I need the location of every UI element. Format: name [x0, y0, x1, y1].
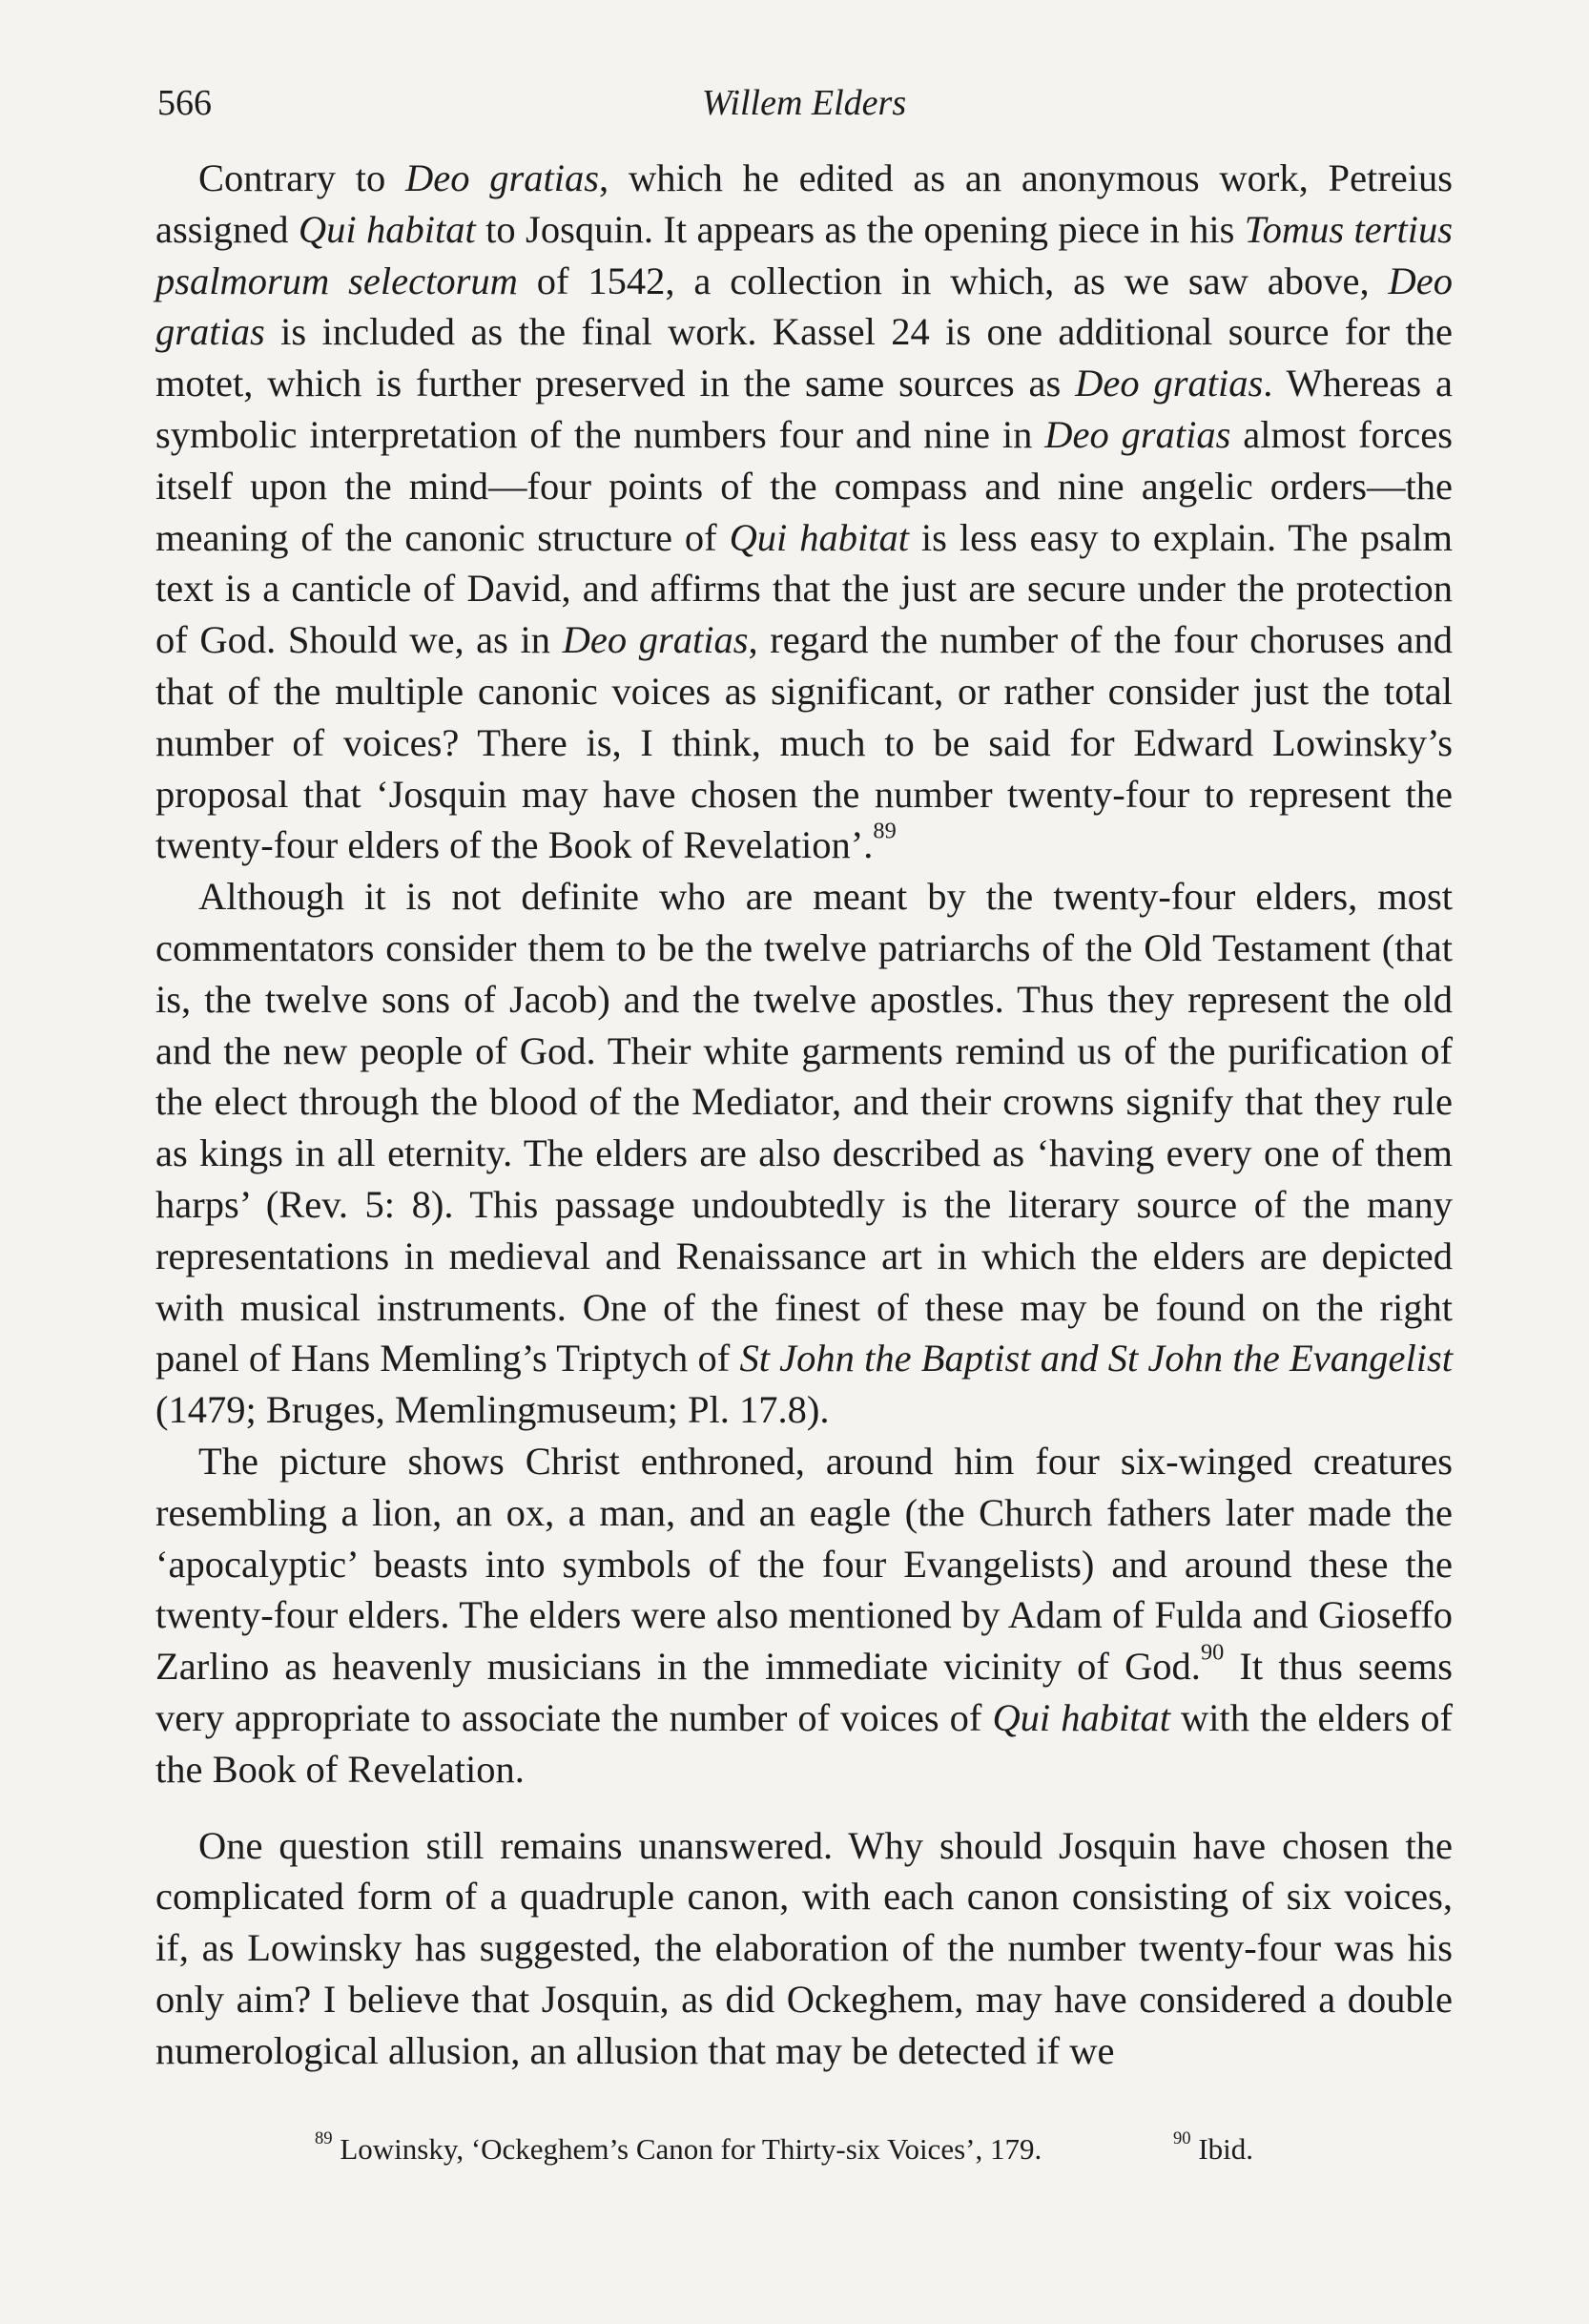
text-run: to Josquin. It appears as the opening piece in his — [475, 207, 1245, 251]
footnote-ref: 89 — [873, 818, 897, 844]
text-run: . Whereas a symbolic interpretation of the numbers four and nine in — [155, 362, 1453, 456]
text-run: with the elders of the Book of Revelation. — [155, 1695, 1454, 1791]
text-run: is less easy to explain. The psalm text is a canticle of David, and affirms that the just are secure under the protection of God. Should we, as in — [155, 515, 1453, 662]
paragraph — [155, 1436, 1453, 1795]
running-head: Willem Elders — [701, 83, 907, 123]
paragraph — [155, 871, 1453, 1436]
footnote-89 — [315, 2128, 1042, 2167]
italic-title: Qui habitat — [298, 207, 476, 251]
italic-title: Qui habitat — [729, 515, 909, 559]
text-run: The picture shows Christ enthroned, around him four six-winged creatures resembling a lion, an ox, a man, and an eagle (the Church fathers later made the ‘apocalyptic’ beasts into symbols of the four Evangelists) and around these the twenty-four elders. The elders were also mentioned by Adam of Fulda and Gioseffo Zarlino as heavenly musicians in the immediate vicinity of God. — [155, 1439, 1453, 1689]
footnote-number: 90 — [1173, 2128, 1191, 2149]
text-run: It thus seems very appropriate to associate the number of voices of — [155, 1645, 1453, 1739]
italic-title: Deo gratias — [1075, 362, 1264, 405]
text-run: is included as the final work. Kassel 24 is one additional source for the motet, which is further preserved in the same sources as — [155, 310, 1453, 405]
italic-title: Deo gratias — [1044, 412, 1231, 456]
text-run: Although it is not definite who are meant by the twenty-four elders, most commentators consider them to be the twelve patriarchs of the Old Testament (that is, the twelve sons of Jacob) and the twelve apostles. Thus they represent the old and the new people of God. Their white garments remind us of the purification of the elect through the blood of the Mediator, and their crowns signify that they rule as kings in all eternity. The elders are also described as ‘having every one of them harps’ (Rev. 5: 8). This passage undoubtedly is the literary source of the many representations in medieval and Renaissance art in which the elders are depicted with musical instruments. One of the finest of these may be found on the right panel of Hans Memling’s Triptych of — [155, 875, 1453, 1380]
italic-title: Tomus tertius psalmorum selectorum — [155, 207, 1453, 302]
body-text — [155, 153, 1453, 2076]
italic-title: St John the Baptist and St John the Evangelist — [739, 1337, 1453, 1380]
text-run: (1479; Bruges, Memlingmuseum; Pl. 17.8). — [155, 1388, 830, 1432]
page-number: 566 — [157, 83, 212, 123]
text-run: , regard the number of the four choruses and that of the multiple canonic voices as significant, or rather consider just the total number of voices? There is, I think, much to be said for Edward Lowinsky’s proposal that ‘Josquin may have chosen the number twenty-four to represent the twenty-four elders of the Book of Revelation’. — [155, 618, 1453, 867]
paragraph — [155, 153, 1453, 871]
italic-title: Deo gratias — [405, 156, 600, 199]
page-header — [157, 76, 1451, 134]
italic-title: Qui habitat — [992, 1695, 1170, 1739]
text-run: of 1542, a collection in which, as we saw above, — [517, 259, 1389, 302]
footnote-90 — [1173, 2128, 1254, 2167]
footnote-text: Lowinsky, ‘Ockeghem’s Canon for Thirty-six Voices’, 179. — [340, 2132, 1042, 2166]
text-run: One question still remains unanswered. Why should Josquin have chosen the complicated form of a quadruple canon, with each canon consisting of six voices, if, as Lowinsky has suggested, the elaboration of the number twenty-four was his only aim? I believe that Josquin, as did Ockeghem, may have considered a double numerological allusion, an allusion that may be detected if we — [155, 1823, 1453, 2072]
italic-title: Deo gratias — [155, 259, 1453, 354]
italic-title: Deo gratias — [562, 618, 749, 662]
text-run: almost forces itself upon the mind—four points of the compass and nine angelic orders—the meaning of the canonic structure of — [155, 412, 1454, 559]
text-run: Contrary to — [198, 156, 406, 199]
footnote-ref: 90 — [1200, 1639, 1225, 1666]
footnote-text: Ibid. — [1198, 2132, 1254, 2166]
paragraph — [155, 1820, 1453, 2077]
text-run: , which he edited as an anonymous work, Petreius assigned — [155, 156, 1454, 251]
footnote-number: 89 — [315, 2128, 333, 2149]
